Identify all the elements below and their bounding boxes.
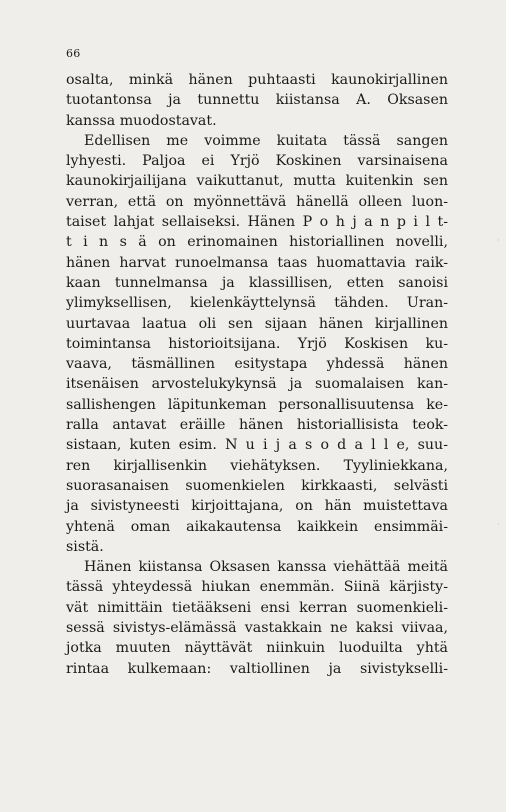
margin-mark: · [497,520,500,529]
text-line: uurtavaa laatua oli sen sijaan hänen kirjallinen [66,315,448,332]
text-line: Hänen kiistansa Oksasen kanssa viehättää meitä [84,559,448,576]
text-line: sistä. [66,538,104,555]
text-line: ralla antavat eräille hänen historiallisista teok- [66,417,448,434]
text-line: kaan tunnelmansa ja klassillisen, etten sanoisi [66,274,448,291]
text-line: hänen harvat runoelmansa taas huomattavia raik- [66,254,448,271]
text-line: vaava, täsmällinen esitystapa yhdessä hänen [66,356,448,373]
text-line: rintaa kulkemaan: valtiollinen ja sivistykselli- [66,660,448,677]
text-line: suorasanaisen suomenkielen kirkkaasti, selvästi [66,477,448,494]
text-line: sessä sivistys-elämässä vastakkain ne kaksi viivaa, [66,620,448,637]
text-line: vät nimittäin tietääkseni ensi kerran suomenkieli- [66,599,448,616]
text-line: lyhyesti. Paljoa ei Yrjö Koskinen varsinaisena [66,153,448,170]
text-line: t i n s ä on erinomainen historiallinen novelli, [66,234,448,251]
text-line: osalta, minkä hänen puhtaasti kaunokirjallinen [66,72,448,88]
text-line: ylimyksellisen, kielenkäyttelynsä tähden. Uran- [66,295,448,312]
text-line: toimintansa historioitsijana. Yrjö Koskisen ku- [66,335,448,352]
margin-mark: · [497,236,500,245]
text-line: sallishengen läpitunkeman personallisuutensa ke- [66,396,448,413]
body-text [66,70,448,679]
text-line: taiset lahjat sellaiseksi. Hänen P o h j a n p i l t- [66,214,448,231]
text-line: verran, että on myönnettävä hänellä olleen luon- [66,193,448,210]
text-line: ren kirjallisenkin viehätyksen. Tyyliniekkana, [66,457,448,474]
text-line: ja sivistyneesti kirjoittajana, on hän muistettava [66,498,448,515]
text-line: tuotantonsa ja tunnettu kiistansa A. Oksasen [66,92,448,109]
text-line: kanssa muodostavat. [66,112,217,129]
text-line: tässä yhteydessä hiukan enemmän. Siinä kärjisty- [66,579,448,596]
page-number: 66 [66,47,81,60]
text-line: jotka muuten näyttävät niinkuin luoduilta yhtä [66,640,448,657]
text-line: itsenäisen arvostelukykynsä ja suomalaisen kan- [66,376,448,393]
text-line: sistaan, kuten esim. N u i j a s o d a l l e, suu- [66,437,448,454]
text-line: Edellisen me voimme kuitata tässä sangen [84,132,448,149]
text-line: kaunokirjailijana vaikuttanut, mutta kuitenkin sen [66,173,448,190]
text-line: yhtenä oman aikakautensa kaikkein ensimmäi- [66,518,448,535]
